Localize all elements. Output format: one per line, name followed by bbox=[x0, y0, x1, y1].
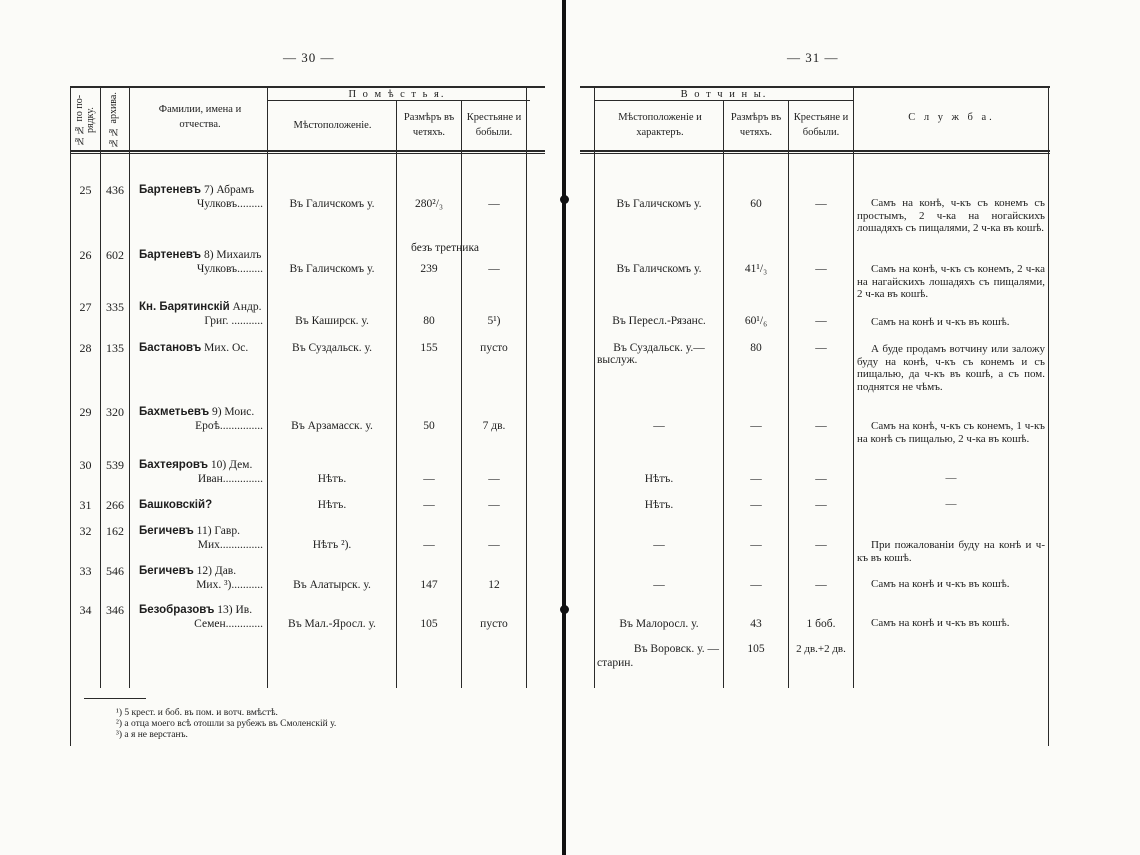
vot-location: Нѣтъ. bbox=[644, 499, 674, 511]
vot-peasants: — bbox=[815, 263, 827, 275]
archive-number: 602 bbox=[106, 248, 124, 262]
archive-number: 539 bbox=[106, 458, 124, 472]
person-patronymic: Чулковъ......... bbox=[196, 263, 263, 275]
archive-number: 546 bbox=[106, 564, 124, 578]
row-number: 34 bbox=[79, 603, 92, 617]
vot-peasants: — bbox=[815, 579, 827, 591]
pom-location: Въ Алатырск. у. bbox=[293, 579, 371, 591]
extra-vot-location: Въ Воровск. у. — старин. bbox=[597, 643, 719, 669]
pom-size: 50 bbox=[423, 420, 435, 432]
vot-size: — bbox=[750, 499, 762, 511]
header-service: С л у ж б а. bbox=[908, 112, 995, 123]
vot-size: 60¹/₆ bbox=[744, 315, 768, 327]
person-given-name: 11) Гавр. bbox=[196, 525, 240, 537]
person-given-name: 13) Ив. bbox=[217, 604, 253, 616]
archive-number: 266 bbox=[106, 498, 124, 512]
pom-peasants: — bbox=[488, 263, 500, 275]
extra-vot-size: 105 bbox=[747, 643, 765, 655]
header-pom-peasants: Крестьяне и бобыли. bbox=[466, 112, 522, 139]
vot-peasants: — bbox=[815, 342, 827, 354]
person-name bbox=[139, 458, 265, 472]
vot-size: 60 bbox=[750, 198, 762, 210]
pom-peasants: 12 bbox=[488, 579, 500, 591]
person-given-name: 8) Михаилъ bbox=[203, 249, 262, 261]
vot-peasants: — bbox=[815, 420, 827, 432]
rule bbox=[526, 86, 527, 688]
pom-location: Въ Суздальск. у. bbox=[292, 342, 372, 354]
rule bbox=[70, 153, 545, 154]
person-patronymic: Семен............. bbox=[194, 618, 263, 630]
pom-location: Нѣтъ. bbox=[317, 499, 347, 511]
vot-location: Нѣтъ. bbox=[644, 473, 674, 485]
footnote: ³) а я не верстанъ. bbox=[116, 730, 188, 740]
pom-peasants: пусто bbox=[480, 342, 508, 354]
pom-location: Нѣтъ. bbox=[317, 473, 347, 485]
footnote-rule bbox=[84, 698, 146, 699]
row-number: 32 bbox=[79, 524, 92, 538]
rule bbox=[396, 100, 397, 688]
service-text: А буде продамъ вотчину или заложу буду на конѣ, ч-къ съ конемъ и съ пищалью, да ч-къ въ кошѣ, а съ пом. поднятся не чѣмъ. bbox=[857, 343, 1045, 393]
person-surname: Бегичевъ bbox=[139, 525, 194, 537]
person-patronymic: Григ. ........... bbox=[204, 315, 263, 327]
pom-size: 155 bbox=[420, 342, 438, 354]
archive-number: 436 bbox=[106, 183, 124, 197]
extra-vot-peasants: 2 дв.+2 дв. bbox=[796, 643, 846, 655]
right-page-number: — 31 — bbox=[787, 50, 839, 65]
row-number: 30 bbox=[79, 458, 92, 472]
person-name bbox=[139, 341, 265, 355]
pom-note: безъ третника bbox=[411, 242, 479, 254]
rule bbox=[723, 100, 724, 688]
rule bbox=[788, 100, 789, 688]
vot-size: — bbox=[750, 579, 762, 591]
service-text: При пожалованіи буду на конѣ и ч-къ въ кошѣ. bbox=[857, 539, 1045, 564]
vot-location: — bbox=[653, 539, 665, 551]
vot-location: — bbox=[653, 579, 665, 591]
row-number: 33 bbox=[79, 564, 92, 578]
person-patronymic: Мих. ³)........... bbox=[196, 579, 263, 591]
rule bbox=[1048, 86, 1049, 746]
service-text: Самъ на конѣ и ч-къ въ кошѣ. bbox=[871, 578, 1010, 590]
person-name bbox=[139, 183, 265, 197]
person-given-name: 10) Дем. bbox=[210, 459, 253, 471]
person-surname: Бегичевъ bbox=[139, 565, 194, 577]
pom-size: 280²/₃ bbox=[415, 198, 443, 210]
person-name bbox=[139, 248, 265, 262]
pom-peasants: — bbox=[488, 473, 500, 485]
pom-size: — bbox=[423, 473, 435, 485]
pom-size: — bbox=[423, 499, 435, 511]
person-name bbox=[139, 498, 265, 512]
row-number: 27 bbox=[79, 300, 92, 314]
row-number: 26 bbox=[79, 248, 92, 262]
vot-size: — bbox=[750, 420, 762, 432]
vot-size: — bbox=[750, 539, 762, 551]
row-number: 29 bbox=[79, 405, 92, 419]
vot-size: 43 bbox=[750, 618, 762, 630]
vot-peasants: — bbox=[815, 198, 827, 210]
person-surname: Бахметьевъ bbox=[139, 406, 210, 418]
service-text: Самъ на конѣ и ч-къ въ кошѣ. bbox=[871, 316, 1010, 328]
person-surname: Кн. Барятинскій bbox=[139, 301, 230, 313]
person-surname: Бартеневъ bbox=[139, 184, 202, 196]
person-surname: Бартеневъ bbox=[139, 249, 202, 261]
rule bbox=[580, 150, 1050, 152]
archive-number: 346 bbox=[106, 603, 124, 617]
header-row-number: №№ по по-рядку. bbox=[74, 94, 96, 146]
vot-peasants: — bbox=[815, 315, 827, 327]
footnote: ¹) 5 крест. и боб. въ пом. и вотч. вмѣстѣ. bbox=[116, 708, 278, 718]
rule bbox=[580, 153, 1050, 154]
person-surname: Бастановъ bbox=[139, 342, 202, 354]
person-surname: Башковскій? bbox=[139, 499, 213, 511]
pom-location: Въ Галичскомъ у. bbox=[289, 263, 375, 275]
header-vot-peasants: Крестьяне и бобыли. bbox=[793, 112, 849, 139]
person-given-name: Мих. Ос. bbox=[204, 342, 249, 354]
vot-size: — bbox=[750, 473, 762, 485]
pom-location: Въ Мал.-Яросл. у. bbox=[288, 618, 376, 630]
vot-peasants: — bbox=[815, 499, 827, 511]
pom-size: 105 bbox=[420, 618, 438, 630]
person-given-name: Андр. bbox=[232, 301, 262, 313]
vot-location: — bbox=[653, 420, 665, 432]
person-patronymic: Чулковъ......... bbox=[196, 198, 263, 210]
vot-location: Въ Галичскомъ у. bbox=[616, 198, 702, 210]
rule bbox=[594, 86, 595, 688]
pom-location: Въ Галичскомъ у. bbox=[289, 198, 375, 210]
row-number: 31 bbox=[79, 498, 92, 512]
header-votchiny: В о т ч и н ы. bbox=[680, 89, 768, 100]
row-number: 28 bbox=[79, 341, 92, 355]
vot-size: 41¹/₃ bbox=[744, 263, 768, 275]
vot-peasants: — bbox=[815, 539, 827, 551]
service-text: — bbox=[945, 498, 957, 510]
pom-location: Въ Арзамасск. у. bbox=[291, 420, 373, 432]
archive-number: 335 bbox=[106, 300, 124, 314]
pom-peasants: — bbox=[488, 499, 500, 511]
person-given-name: 12) Дав. bbox=[196, 565, 237, 577]
vot-size: 80 bbox=[750, 342, 762, 354]
vot-location: Въ Пересл.-Рязанс. bbox=[612, 315, 706, 327]
pom-peasants: 7 дв. bbox=[482, 420, 506, 432]
pom-size: 239 bbox=[420, 263, 438, 275]
pom-size: 80 bbox=[423, 315, 435, 327]
vot-location: Въ Суздальск. у.— bbox=[613, 342, 705, 354]
rule bbox=[461, 100, 462, 688]
person-name bbox=[139, 564, 265, 578]
left-page-number: — 30 — bbox=[283, 50, 335, 65]
vot-location: Въ Галичскомъ у. bbox=[616, 263, 702, 275]
person-patronymic: Мих............... bbox=[197, 539, 263, 551]
person-given-name: 7) Абрамъ bbox=[203, 184, 255, 196]
rule bbox=[100, 86, 101, 688]
person-surname: Бахтеяровъ bbox=[139, 459, 209, 471]
binding-mark bbox=[560, 605, 569, 614]
person-name bbox=[139, 524, 265, 538]
person-name bbox=[139, 405, 265, 419]
rule bbox=[853, 86, 854, 688]
header-vot-size: Размѣръ въ четяхъ. bbox=[730, 112, 782, 139]
pom-location: Нѣтъ ²). bbox=[312, 539, 352, 551]
footnote: ²) а отца моего всѣ отошли за рубежъ въ Смоленскій у. bbox=[116, 719, 337, 729]
pom-peasants: 5¹) bbox=[487, 315, 501, 327]
rule bbox=[129, 86, 130, 688]
header-pom-size: Размѣръ въ четяхъ. bbox=[403, 112, 455, 139]
vot-location: Въ Малоросл. у. bbox=[619, 618, 699, 630]
rule bbox=[70, 150, 545, 152]
service-text: Самъ на конѣ и ч-къ въ кошѣ. bbox=[871, 617, 1010, 629]
archive-number: 162 bbox=[106, 524, 124, 538]
person-patronymic: Ероѣ............... bbox=[195, 420, 263, 432]
pom-peasants: — bbox=[488, 198, 500, 210]
row-number: 25 bbox=[79, 183, 92, 197]
header-names: Фамилии, имена и отчества. bbox=[158, 104, 242, 131]
person-given-name: 9) Моис. bbox=[211, 406, 255, 418]
book-spine bbox=[562, 0, 566, 855]
pom-peasants: пусто bbox=[480, 618, 508, 630]
service-text: — bbox=[945, 472, 957, 484]
service-text: Самъ на конѣ, ч-къ съ конемъ, 2 ч-ка на нагайскихъ лошадяхъ съ пищалями, 2 ч-ка въ кошѣ. bbox=[857, 263, 1045, 300]
person-name bbox=[139, 300, 265, 314]
archive-number: 135 bbox=[106, 341, 124, 355]
archive-number: 320 bbox=[106, 405, 124, 419]
service-text: Самъ на конѣ, ч-къ съ конемъ, 1 ч-къ на конѣ съ пищалью, 2 ч-ка въ кошѣ. bbox=[857, 420, 1045, 445]
rule bbox=[267, 86, 268, 688]
pom-location: Въ Каширск. у. bbox=[295, 315, 369, 327]
person-patronymic: Иван.............. bbox=[197, 473, 263, 485]
binding-mark bbox=[560, 195, 569, 204]
person-surname: Безобразовъ bbox=[139, 604, 215, 616]
header-pomestya: П о м ѣ с т ь я. bbox=[348, 89, 446, 100]
vot-peasants: — bbox=[815, 473, 827, 485]
pom-size: — bbox=[423, 539, 435, 551]
header-pom-location: Мѣстоположеніе. bbox=[293, 120, 372, 131]
service-text: Самъ на конѣ, ч-къ съ конемъ съ простымъ, 2 ч-ка на ногайскихъ лошадяхъ съ пищалями, 2 ч-ка въ кошѣ. bbox=[857, 197, 1045, 234]
pom-peasants: — bbox=[488, 539, 500, 551]
vot-location-note: выслуж. bbox=[597, 354, 638, 366]
pom-size: 147 bbox=[420, 579, 438, 591]
header-archive-number: №№ архива. bbox=[108, 92, 119, 148]
header-vot-location: Мѣстоположеніе и характеръ. bbox=[618, 112, 702, 139]
vot-peasants: 1 боб. bbox=[806, 618, 836, 630]
person-name bbox=[139, 603, 265, 617]
